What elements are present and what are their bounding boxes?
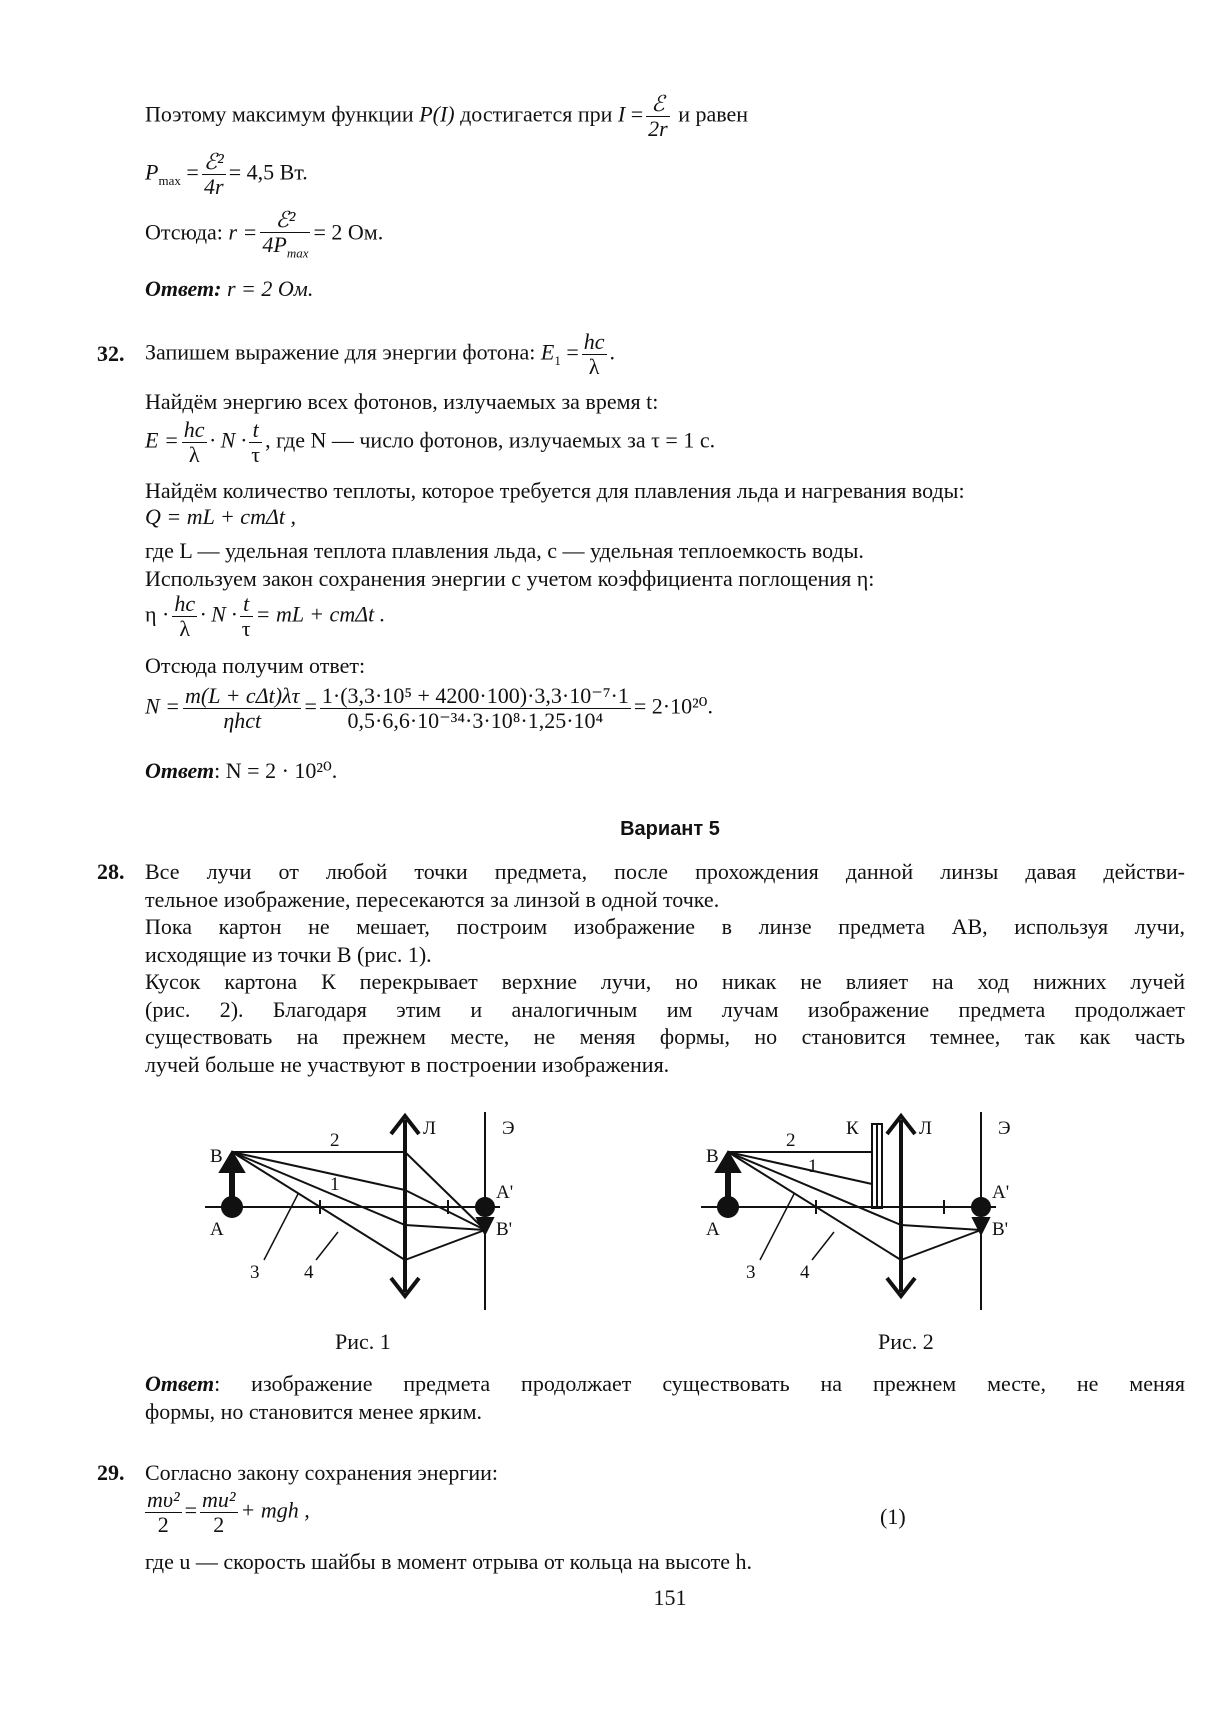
denominator: λ	[588, 354, 600, 380]
energy-conservation-formula	[145, 1488, 310, 1537]
answer-label: Ответ	[145, 1371, 215, 1396]
answer-text: r = 2 Ом.	[226, 276, 314, 301]
text: достигается при	[454, 101, 618, 127]
label-ray-3: 3	[746, 1262, 756, 1283]
denominator: 0,5·6,6·10⁻³⁴·3·10⁸·1,25·10⁴	[347, 708, 604, 734]
equals: =	[184, 1497, 198, 1523]
label-ray-2: 2	[330, 1130, 340, 1151]
equation-number: (1)	[880, 1504, 906, 1529]
ray-1-refracted	[405, 1190, 485, 1230]
text: = mL + cmΔt .	[255, 601, 386, 627]
subscript: max	[286, 245, 309, 261]
variable: η ·	[145, 601, 170, 627]
text-line: Найдём энергию всех фотонов, излучаемых за время t:	[145, 389, 659, 414]
fraction	[145, 1488, 182, 1537]
numerator: hc	[183, 417, 205, 442]
text-line: исходящие из точки В (рис. 1).	[145, 941, 432, 967]
numerator: hc	[583, 329, 605, 354]
label-ray-1: 1	[808, 1156, 818, 1177]
answer-28	[145, 1370, 1185, 1425]
leader-3	[760, 1194, 794, 1260]
denominator: 4r	[203, 174, 224, 200]
label-b: В	[210, 1146, 223, 1167]
function-symbol: P(I)	[419, 101, 455, 127]
text-line: Кусок картона К перекрывает верхние лучи, но никак не влияет на ход нижних лучей	[145, 969, 1185, 994]
denominator: 2r	[648, 116, 668, 142]
fraction	[240, 592, 253, 641]
leader-4	[316, 1232, 338, 1260]
text-line: Пока картон не мешает, построим изображение в линзе предмета АВ, используя лучи,	[145, 914, 1185, 939]
variable: E	[540, 339, 555, 365]
numerator: mu²	[202, 1487, 236, 1512]
label-a-image: А'	[992, 1182, 1010, 1203]
subscript: max	[158, 173, 181, 189]
point-a	[222, 1197, 242, 1217]
equals: =	[566, 339, 579, 365]
label-ray-1: 1	[330, 1174, 340, 1195]
fraction	[260, 208, 310, 261]
point-a	[718, 1197, 738, 1217]
answer-text: : N = 2 · 10²⁰.	[214, 758, 338, 783]
answer-label: Ответ	[145, 758, 215, 783]
text-line: Согласно закону сохранения энергии:	[145, 1460, 499, 1485]
point-a-image	[972, 1198, 990, 1216]
label-a: А	[706, 1219, 720, 1240]
numerator: ℰ²	[203, 149, 224, 174]
denominator: λ	[179, 616, 191, 642]
value: = 2·10²⁰.	[633, 693, 713, 719]
ray-1-blocked	[728, 1152, 872, 1184]
figure-2-caption: Рис. 2	[878, 1329, 934, 1354]
ray-3-refracted	[901, 1225, 981, 1230]
fraction	[202, 150, 226, 199]
answer-line	[145, 1370, 1185, 1398]
text: Поэтому максимум функции	[145, 101, 420, 127]
ray-2-refracted	[405, 1152, 485, 1230]
answer-label: Ответ:	[145, 276, 227, 301]
max-condition-line	[145, 92, 748, 141]
label-b: В	[706, 1146, 719, 1167]
text-line: Найдём количество теплоты, которое требуется для плавления льда и нагревания воды:	[145, 478, 965, 503]
numerator: t	[249, 418, 262, 443]
denominator: τ	[241, 616, 251, 642]
label-ray-4: 4	[304, 1262, 314, 1283]
problem-number: 32.	[97, 341, 125, 366]
denominator: 2	[157, 1512, 169, 1538]
label-b-image: В'	[496, 1219, 513, 1240]
numerator: t	[240, 592, 253, 617]
text: и равен	[672, 101, 749, 127]
numerator: m(L + cΔt)λτ	[185, 683, 300, 708]
r-formula	[145, 208, 383, 261]
numerator: hc	[174, 591, 196, 616]
operator: · N ·	[209, 427, 247, 453]
fraction	[182, 418, 207, 467]
denominator: τ	[251, 442, 261, 468]
ray-1	[232, 1152, 405, 1190]
problem-number: 29.	[97, 1460, 125, 1485]
photon-energy-line: Запишем выражение для энергии фотона: $E_1$ = $\frac{hc}{\lambda}$ .	[145, 329, 616, 380]
ray-4-refracted	[405, 1230, 485, 1260]
numerator: ℰ	[646, 92, 670, 117]
label-a: А	[210, 1219, 224, 1240]
numerator: ℰ²	[260, 208, 310, 233]
variant-heading: Вариант 5	[620, 818, 720, 840]
text-line: где u — скорость шайбы в момент отрыва от кольца на высоте h.	[145, 1549, 753, 1574]
denominator	[260, 233, 310, 261]
energy-balance-formula	[145, 592, 385, 641]
denominator-text: 4P	[262, 232, 287, 258]
text: + mgh ,	[240, 1497, 310, 1523]
leader-4	[812, 1232, 834, 1260]
answer-31	[145, 275, 313, 303]
n-formula	[145, 684, 713, 733]
label-ray-4: 4	[800, 1262, 810, 1283]
text-line: (рис. 2). Благодаря этим и аналогичным им лучам изображение предмета продолжает	[145, 996, 1185, 1022]
label-ray-2: 2	[786, 1130, 796, 1151]
text-line: Все лучи от любой точки предмета, после прохождения данной линзы давая действи-	[145, 859, 1185, 884]
label-screen: Э	[502, 1118, 515, 1139]
value: = 2 Ом.	[313, 219, 384, 245]
denominator: ηhct	[223, 708, 262, 734]
fraction	[249, 418, 262, 467]
optics-figures	[180, 1100, 1180, 1340]
text: Запишем выражение для энергии фотона:	[145, 339, 541, 365]
subscript: 1	[554, 353, 561, 369]
fraction	[582, 330, 607, 379]
problem-number: 28.	[97, 859, 125, 884]
fraction	[200, 1488, 237, 1537]
ray-3	[232, 1152, 405, 1225]
label-cardboard: К	[846, 1118, 859, 1139]
pmax-formula	[145, 150, 308, 199]
text-line: лучей больше не участвуют в построении изображения.	[145, 1051, 670, 1077]
text-line: существовать на прежнем месте, не меняя формы, но становится темнее, так как часть	[145, 1024, 1185, 1049]
equals: =	[304, 693, 317, 719]
leader-3	[264, 1194, 298, 1260]
ray-4-refracted	[901, 1230, 981, 1260]
point-a-image	[476, 1198, 494, 1216]
variable: I	[617, 101, 626, 127]
variable: P	[145, 159, 159, 185]
label-screen: Э	[998, 1118, 1011, 1139]
answer-32	[145, 757, 337, 785]
fraction	[320, 684, 631, 733]
fraction	[646, 92, 670, 141]
text-line: где L — удельная теплота плавления льда, c — удельная теплоемкость воды.	[145, 538, 864, 563]
text: , где N — число фотонов, излучаемых за τ = 1 с.	[265, 427, 716, 453]
equals: =	[186, 159, 199, 185]
page-number: 151	[653, 1585, 687, 1610]
variable: E =	[145, 427, 179, 453]
text-line: Отсюда получим ответ:	[145, 653, 366, 678]
numerator: mυ²	[147, 1487, 180, 1512]
label-lens: Л	[919, 1118, 932, 1139]
label-ray-3: 3	[250, 1262, 260, 1283]
numerator: 1·(3,3·10⁵ + 4200·100)·3,3·10⁻⁷·1	[321, 683, 629, 708]
heat-formula: Q = mL + cmΔt ,	[145, 504, 296, 529]
answer-text: : изображение предмета продолжает существовать на прежнем месте, не меняя	[214, 1371, 1185, 1396]
label-a-image: А'	[496, 1182, 514, 1203]
label: Отсюда:	[145, 219, 229, 245]
figure-1-caption: Рис. 1	[335, 1329, 391, 1354]
denominator: λ	[188, 442, 200, 468]
label-b-image: В'	[992, 1219, 1009, 1240]
operator: · N ·	[200, 601, 237, 627]
variable: N =	[145, 693, 181, 719]
figure-2-labels	[706, 1118, 1011, 1283]
fraction	[183, 684, 301, 733]
ray-3-refracted	[405, 1225, 485, 1230]
denominator: 2	[213, 1512, 225, 1538]
text-line: тельное изображение, пересекаются за линзой в одной точке.	[145, 886, 720, 912]
label-lens: Л	[423, 1118, 436, 1139]
equals: =	[630, 101, 644, 127]
total-energy-formula	[145, 418, 715, 467]
problem-28-text	[145, 858, 1185, 1078]
value: = 4,5 Вт.	[228, 159, 308, 185]
figure-1-labels	[210, 1118, 515, 1283]
answer-text: формы, но становится менее ярким.	[145, 1398, 483, 1424]
fraction	[172, 592, 197, 641]
text-line: Используем закон сохранения энергии с учетом коэффициента поглощения η:	[145, 566, 875, 591]
variable: r =	[228, 219, 258, 245]
